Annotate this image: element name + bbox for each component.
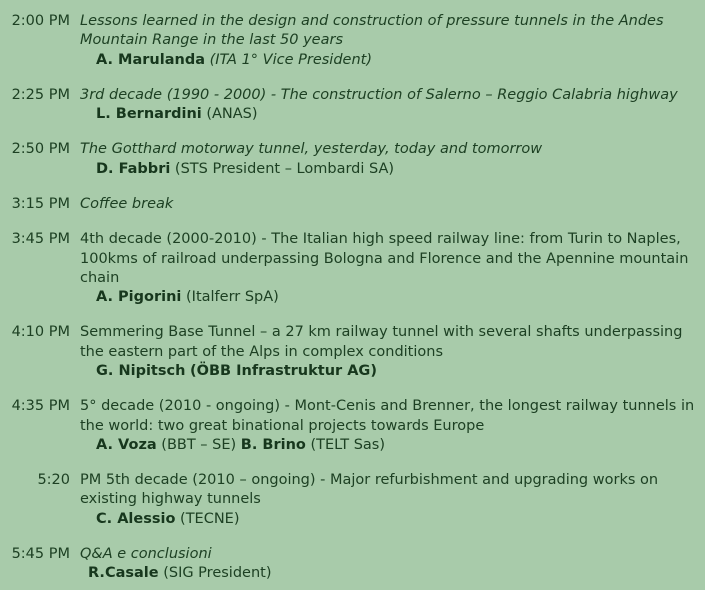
entry-time: 5:45 PM	[11, 545, 70, 562]
speaker-name: D. Fabbri	[96, 160, 171, 177]
schedule-entry	[8, 545, 697, 584]
entry-speaker	[80, 436, 697, 455]
entry-body	[80, 397, 697, 455]
schedule-entry	[8, 86, 697, 125]
schedule-entry	[8, 230, 697, 307]
speaker-affiliation-secondary: (TELT Sas)	[310, 436, 386, 453]
speaker-affiliation: (ITA 1° Vice President)	[209, 51, 372, 68]
entry-time: 2:00 PM	[11, 13, 70, 29]
speaker-name-secondary: B. Brino	[240, 436, 306, 453]
schedule-entry-break	[8, 195, 697, 214]
schedule-entry	[8, 323, 697, 381]
entry-speaker	[80, 362, 697, 381]
entry-title: Q&A e conclusioni	[80, 545, 212, 562]
speaker-name: A. Marulanda	[96, 51, 205, 68]
entry-time: 2:25 PM	[11, 86, 70, 103]
speaker-affiliation: (BBT – SE)	[161, 436, 237, 453]
entry-title: Lessons learned in the design and construction of pressure tunnels in the Andes Mountain Range in the last 50 years	[80, 13, 664, 49]
speaker-affiliation: (SIG President)	[163, 565, 272, 582]
speaker-name: C. Alessio	[96, 510, 176, 527]
schedule-entry	[8, 471, 697, 529]
schedule-entry	[8, 397, 697, 455]
entry-speaker	[80, 105, 697, 124]
speaker-name: L. Bernardini	[96, 106, 202, 123]
entry-body	[80, 12, 697, 70]
entry-body	[80, 140, 697, 179]
speaker-name: G. Nipitsch	[96, 362, 186, 379]
entry-title: 3rd decade (1990 - 2000) - The construction of Salerno – Reggio Calabria highway	[80, 86, 678, 103]
speaker-affiliation: (Italferr SpA)	[186, 289, 279, 306]
entry-title: PM 5th decade (2010 – ongoing) - Major refurbishment and upgrading works on existing highway tunnels	[80, 472, 659, 508]
entry-title: Coffee break	[80, 195, 174, 212]
speaker-name: A. Pigorini	[96, 289, 182, 306]
entry-body	[80, 545, 697, 584]
entry-time: 3:45 PM	[11, 231, 70, 248]
entry-speaker	[80, 160, 697, 179]
speaker-affiliation: (ANAS)	[206, 106, 258, 123]
entry-body	[80, 86, 697, 125]
entry-time: 2:50 PM	[11, 141, 70, 158]
schedule-entry	[8, 12, 697, 70]
entry-title: 5° decade (2010 - ongoing) - Mont-Cenis and Brenner, the longest railway tunnels in the world: two great binational projects towards Europe	[80, 398, 695, 434]
entry-title: 4th decade (2000-2010) - The Italian high speed railway line: from Turin to Naples, 100kms of railroad underpassing Bologna and Florence and the Apennine mountain chain	[80, 231, 689, 286]
entry-body	[80, 323, 697, 381]
entry-time: 4:10 PM	[11, 324, 70, 341]
entry-body	[80, 471, 697, 529]
entry-title: The Gotthard motorway tunnel, yesterday, today and tomorrow	[80, 141, 543, 158]
speaker-affiliation: (ÖBB Infrastruktur AG)	[190, 362, 377, 379]
entry-speaker	[80, 51, 697, 70]
entry-time: 4:35 PM	[11, 398, 70, 415]
entry-time: 5:20	[37, 472, 70, 489]
speaker-name: A. Voza	[96, 436, 157, 453]
entry-title: Semmering Base Tunnel – a 27 km railway tunnel with several shafts underpassing the eastern part of the Alps in complex conditions	[80, 324, 683, 360]
speaker-name: R.Casale	[88, 565, 159, 582]
speaker-affiliation: (STS President – Lombardi SA)	[174, 160, 395, 177]
speaker-affiliation: (TECNE)	[180, 510, 240, 527]
entry-speaker	[80, 510, 697, 529]
entry-body	[80, 195, 697, 214]
entry-time: 3:15 PM	[11, 195, 70, 212]
entry-body	[80, 230, 697, 307]
schedule-entry	[8, 140, 697, 179]
entry-speaker	[80, 288, 697, 307]
entry-speaker	[80, 564, 697, 583]
